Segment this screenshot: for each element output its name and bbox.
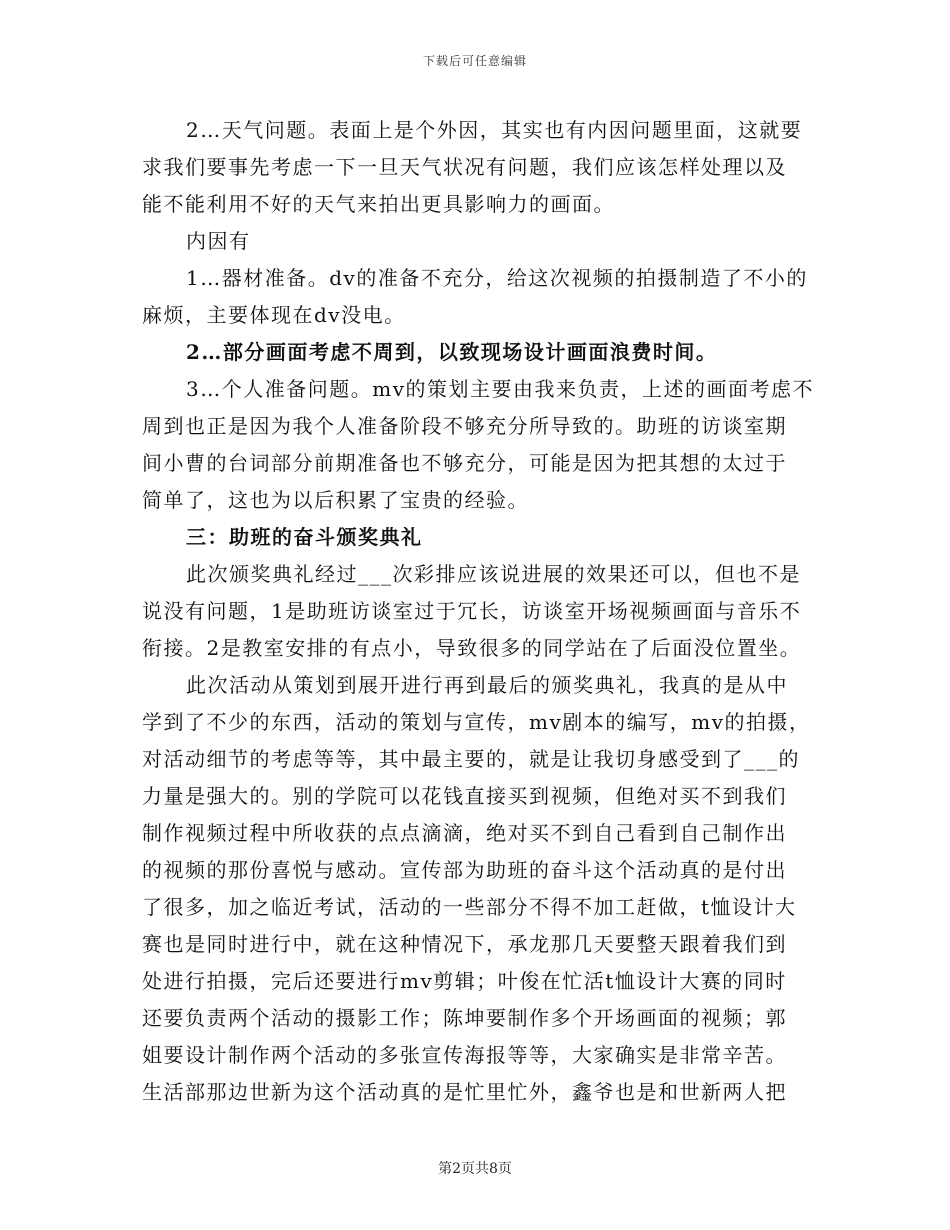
text-line: 对活动细节的考虑等等，其中最主要的，就是让我切身感受到了___的 xyxy=(142,747,800,771)
text-line: 周到也正是因为我个人准备阶段不够充分所导致的。助班的访谈室期 xyxy=(142,414,787,438)
text-line: 3…个人准备问题。mv的策划主要由我来负责，上述的画面考虑不 xyxy=(186,377,814,401)
text-line: 学到了不少的东西，活动的策划与宣传，mv剧本的编写，mv的拍摄， xyxy=(142,710,811,734)
text-line: 制作视频过程中所收获的点点滴滴，绝对买不到自己看到自己制作出 xyxy=(142,821,787,845)
text-line: 还要负责两个活动的摄影工作；陈坤要制作多个开场画面的视频；郭 xyxy=(142,1006,787,1030)
page-header: 下载后可任意编辑 xyxy=(422,54,527,68)
text-line: 姐要设计制作两个活动的多张宣传海报等等，大家确实是非常辛苦。 xyxy=(142,1043,787,1067)
page-footer: 第2页共8页 xyxy=(438,1161,512,1177)
text-line: 能不能利用不好的天气来拍出更具影响力的画面。 xyxy=(142,192,615,216)
text-line: 的视频的那份喜悦与感动。宣传部为助班的奋斗这个活动真的是付出 xyxy=(142,858,787,882)
text-line: 间小曹的台词部分前期准备也不够充分，可能是因为把其想的太过于 xyxy=(142,451,787,475)
text-line: 内因有 xyxy=(186,229,251,253)
text-line: 麻烦，主要体现在dv没电。 xyxy=(142,303,406,327)
text-line: 赛也是同时进行中，就在这种情况下，承龙那几天要整天跟着我们到 xyxy=(142,932,787,956)
text-line: 求我们要事先考虑一下一旦天气状况有问题，我们应该怎样处理以及 xyxy=(142,155,787,179)
text-line: 衔接。2是教室安排的有点小，导致很多的同学站在了后面没位置坐。 xyxy=(142,636,802,660)
text-line: 生活部那边世新为这个活动真的是忙里忙外，鑫爷也是和世新两人把 xyxy=(142,1080,787,1104)
text-line: 2…天气问题。表面上是个外因，其实也有内因问题里面，这就要 xyxy=(186,118,803,142)
text-line: 处进行拍摄，完后还要进行mv剪辑；叶俊在忙活t恤设计大赛的同时 xyxy=(142,969,787,993)
text-line: 了很多，加之临近考试，活动的一些部分不得不加工赶做，t恤设计大 xyxy=(142,895,797,919)
heading-line: 三：助班的奋斗颁奖典礼 xyxy=(186,525,423,549)
document-body xyxy=(142,112,814,1111)
text-line: 此次颁奖典礼经过___次彩排应该说进展的效果还可以，但也不是 xyxy=(186,562,801,586)
heading-line: 2…部分画面考虑不周到，以致现场设计画面浪费时间。 xyxy=(186,340,718,364)
text-line: 此次活动从策划到展开进行再到最后的颁奖典礼，我真的是从中 xyxy=(186,673,788,697)
text-line: 1…器材准备。dv的准备不充分，给这次视频的拍摄制造了不小的 xyxy=(186,266,808,290)
text-line: 说没有问题，1是助班访谈室过于冗长，访谈室开场视频画面与音乐不 xyxy=(142,599,802,623)
text-line: 力量是强大的。别的学院可以花钱直接买到视频，但绝对买不到我们 xyxy=(142,784,787,808)
text-line: 简单了，这也为以后积累了宝贵的经验。 xyxy=(142,488,529,512)
